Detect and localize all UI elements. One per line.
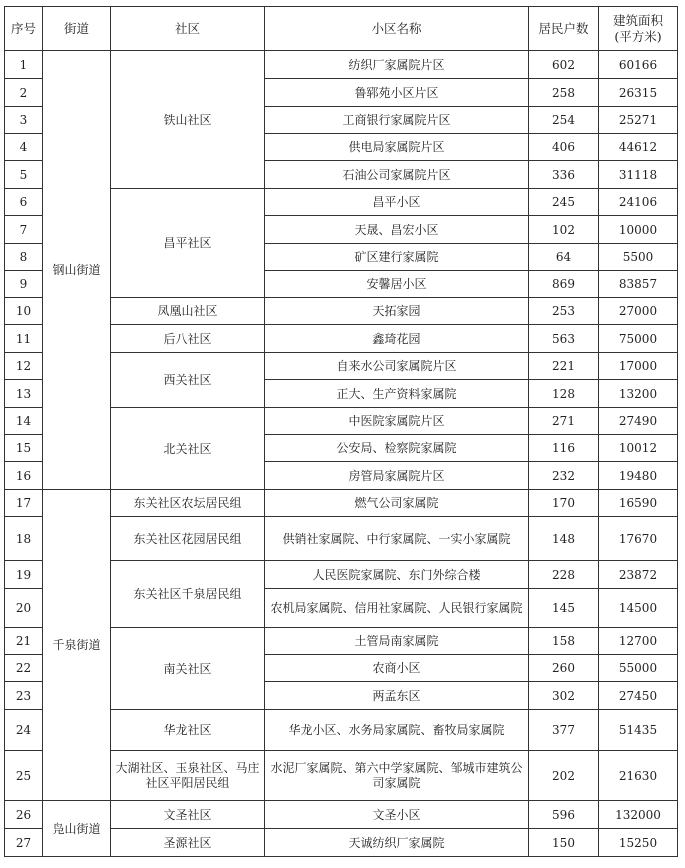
households-cell: 406: [529, 134, 599, 161]
community-cell: 圣源社区: [111, 829, 265, 857]
area-cell: 17670: [599, 517, 678, 561]
seq-cell: 25: [5, 751, 43, 801]
area-cell: 83857: [599, 271, 678, 298]
area-cell: 26315: [599, 79, 678, 107]
compound-cell: 华龙小区、水务局家属院、畜牧局家属院: [265, 710, 529, 751]
households-cell: 221: [529, 353, 599, 380]
area-cell: 31118: [599, 161, 678, 189]
seq-cell: 7: [5, 216, 43, 244]
header-street: 街道: [43, 7, 111, 51]
compound-cell: 鲁郓苑小区片区: [265, 79, 529, 107]
area-cell: 10012: [599, 435, 678, 462]
households-cell: 602: [529, 51, 599, 79]
households-cell: 254: [529, 107, 599, 134]
households-cell: 302: [529, 682, 599, 710]
seq-cell: 12: [5, 353, 43, 380]
households-cell: 128: [529, 380, 599, 408]
households-cell: 258: [529, 79, 599, 107]
seq-cell: 10: [5, 298, 43, 325]
seq-cell: 19: [5, 561, 43, 589]
area-cell: 51435: [599, 710, 678, 751]
compound-cell: 房管局家属院片区: [265, 462, 529, 490]
seq-cell: 3: [5, 107, 43, 134]
compound-cell: 文圣小区: [265, 801, 529, 829]
compound-cell: 昌平小区: [265, 189, 529, 216]
community-cell: 华龙社区: [111, 710, 265, 751]
households-cell: 150: [529, 829, 599, 857]
table-row: [5, 801, 678, 829]
households-cell: 148: [529, 517, 599, 561]
community-cell: 东关社区花园居民组: [111, 517, 265, 561]
compound-cell: 矿区建行家属院: [265, 244, 529, 271]
community-cell: 凤凰山社区: [111, 298, 265, 325]
households-cell: 145: [529, 589, 599, 628]
community-cell: 北关社区: [111, 408, 265, 490]
seq-cell: 8: [5, 244, 43, 271]
households-cell: 202: [529, 751, 599, 801]
seq-cell: 4: [5, 134, 43, 161]
compound-cell: 天晟、昌宏小区: [265, 216, 529, 244]
compound-cell: 自来水公司家属院片区: [265, 353, 529, 380]
area-cell: 27000: [599, 298, 678, 325]
seq-cell: 22: [5, 655, 43, 682]
header-compound: 小区名称: [265, 7, 529, 51]
area-cell: 27450: [599, 682, 678, 710]
community-cell: 昌平社区: [111, 189, 265, 298]
area-cell: 55000: [599, 655, 678, 682]
community-cell: 后八社区: [111, 325, 265, 353]
area-cell: 25271: [599, 107, 678, 134]
households-cell: 596: [529, 801, 599, 829]
community-cell: 大湖社区、玉泉社区、马庄社区平阳居民组: [111, 751, 265, 801]
seq-cell: 16: [5, 462, 43, 490]
community-cell: 铁山社区: [111, 51, 265, 189]
seq-cell: 5: [5, 161, 43, 189]
households-cell: 377: [529, 710, 599, 751]
header-households: 居民户数: [529, 7, 599, 51]
area-cell: 5500: [599, 244, 678, 271]
compound-cell: 中医院家属院片区: [265, 408, 529, 435]
area-cell: 27490: [599, 408, 678, 435]
seq-cell: 21: [5, 628, 43, 655]
header-seq: 序号: [5, 7, 43, 51]
households-cell: 158: [529, 628, 599, 655]
seq-cell: 11: [5, 325, 43, 353]
seq-cell: 9: [5, 271, 43, 298]
compound-cell: 农机局家属院、信用社家属院、人民银行家属院: [265, 589, 529, 628]
area-cell: 15250: [599, 829, 678, 857]
header-area: [599, 7, 678, 51]
seq-cell: 14: [5, 408, 43, 435]
street-cell: 千泉街道: [43, 490, 111, 801]
compound-cell: 工商银行家属院片区: [265, 107, 529, 134]
table-row: [5, 490, 678, 517]
seq-cell: 6: [5, 189, 43, 216]
compound-cell: 鑫琦花园: [265, 325, 529, 353]
households-cell: 116: [529, 435, 599, 462]
seq-cell: 15: [5, 435, 43, 462]
seq-cell: 17: [5, 490, 43, 517]
households-cell: 253: [529, 298, 599, 325]
area-cell: 132000: [599, 801, 678, 829]
seq-cell: 2: [5, 79, 43, 107]
compound-cell: 天诚纺织厂家属院: [265, 829, 529, 857]
compound-cell: 安馨居小区: [265, 271, 529, 298]
area-cell: 17000: [599, 353, 678, 380]
area-cell: 44612: [599, 134, 678, 161]
housing-table: [4, 6, 678, 857]
header-community: 社区: [111, 7, 265, 51]
area-cell: 19480: [599, 462, 678, 490]
households-cell: 232: [529, 462, 599, 490]
area-cell: 10000: [599, 216, 678, 244]
seq-cell: 23: [5, 682, 43, 710]
seq-cell: 26: [5, 801, 43, 829]
seq-cell: 24: [5, 710, 43, 751]
compound-cell: 两孟东区: [265, 682, 529, 710]
compound-cell: 石油公司家属院片区: [265, 161, 529, 189]
households-cell: 336: [529, 161, 599, 189]
seq-cell: 20: [5, 589, 43, 628]
area-cell: 14500: [599, 589, 678, 628]
compound-cell: 人民医院家属院、东门外综合楼: [265, 561, 529, 589]
seq-cell: 18: [5, 517, 43, 561]
compound-cell: 供销社家属院、中行家属院、一实小家属院: [265, 517, 529, 561]
seq-cell: 13: [5, 380, 43, 408]
households-cell: 245: [529, 189, 599, 216]
community-cell: 东关社区农坛居民组: [111, 490, 265, 517]
area-cell: 60166: [599, 51, 678, 79]
households-cell: 170: [529, 490, 599, 517]
community-cell: 文圣社区: [111, 801, 265, 829]
street-cell: 凫山街道: [43, 801, 111, 857]
area-cell: 24106: [599, 189, 678, 216]
area-cell: 16590: [599, 490, 678, 517]
households-cell: 102: [529, 216, 599, 244]
area-cell: 21630: [599, 751, 678, 801]
compound-cell: 天拓家园: [265, 298, 529, 325]
header-row: [5, 7, 678, 51]
seq-cell: 1: [5, 51, 43, 79]
compound-cell: 正大、生产资料家属院: [265, 380, 529, 408]
households-cell: 271: [529, 408, 599, 435]
households-cell: 64: [529, 244, 599, 271]
header-area-line2: (平方米): [614, 28, 662, 44]
households-cell: 563: [529, 325, 599, 353]
seq-cell: 27: [5, 829, 43, 857]
households-cell: 260: [529, 655, 599, 682]
compound-cell: 供电局家属院片区: [265, 134, 529, 161]
households-cell: 228: [529, 561, 599, 589]
community-cell: 南关社区: [111, 628, 265, 710]
households-cell: 869: [529, 271, 599, 298]
area-cell: 13200: [599, 380, 678, 408]
community-cell: 西关社区: [111, 353, 265, 408]
street-cell: 钢山街道: [43, 51, 111, 490]
area-cell: 12700: [599, 628, 678, 655]
compound-cell: 燃气公司家属院: [265, 490, 529, 517]
compound-cell: 农商小区: [265, 655, 529, 682]
compound-cell: 公安局、检察院家属院: [265, 435, 529, 462]
area-cell: 23872: [599, 561, 678, 589]
compound-cell: 水泥厂家属院、第六中学家属院、邹城市建筑公司家属院: [265, 751, 529, 801]
compound-cell: 纺织厂家属院片区: [265, 51, 529, 79]
community-cell: 东关社区千泉居民组: [111, 561, 265, 628]
header-area-line1: 建筑面积: [612, 12, 663, 28]
table-row: [5, 51, 678, 79]
area-cell: 75000: [599, 325, 678, 353]
compound-cell: 土管局南家属院: [265, 628, 529, 655]
